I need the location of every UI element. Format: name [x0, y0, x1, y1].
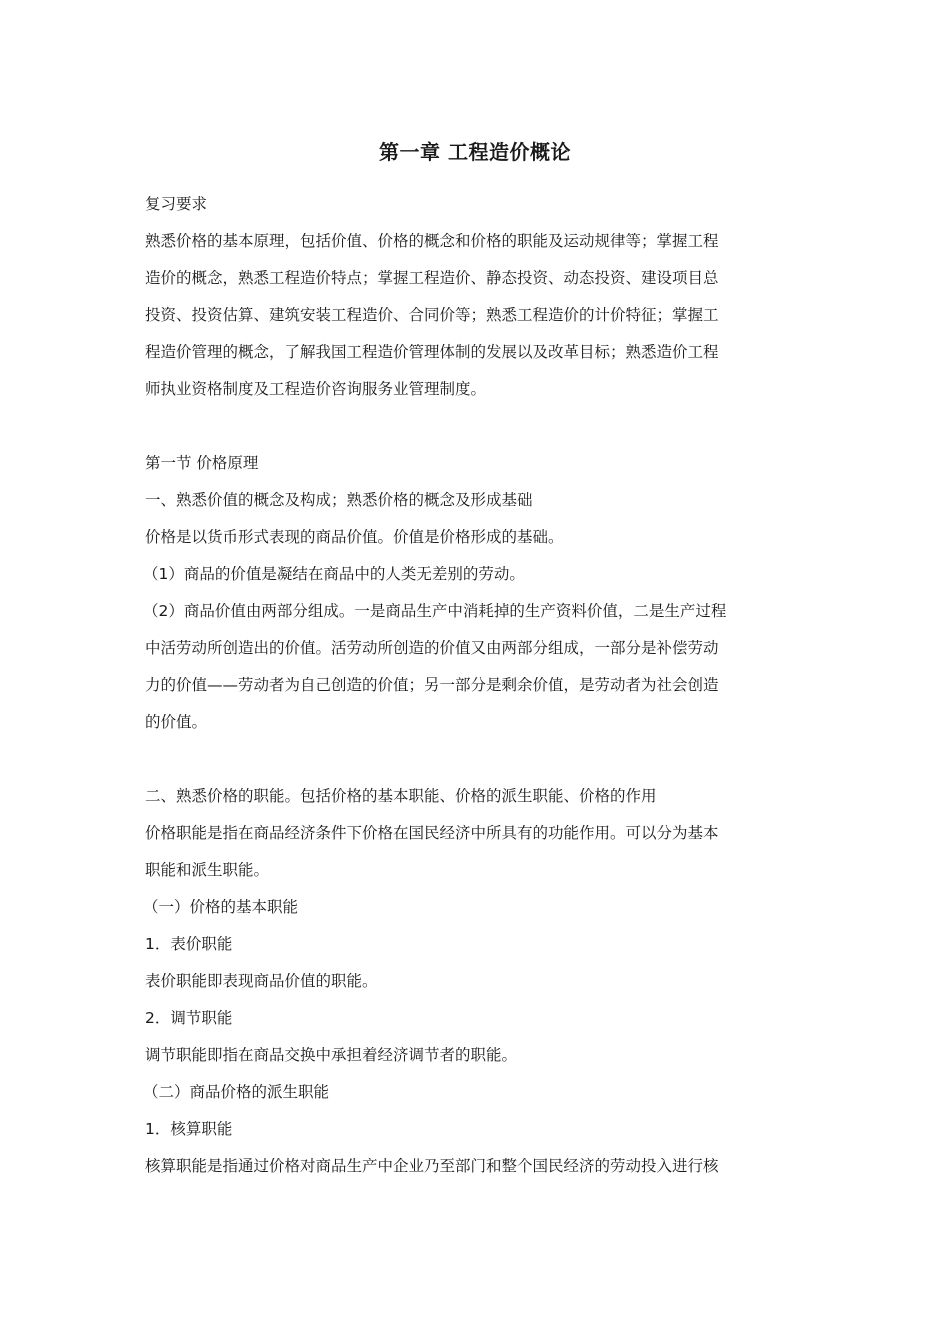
paragraph-line: 程造价管理的概念，了解我国工程造价管理体制的发展以及改革目标；熟悉造价工程: [145, 343, 719, 361]
paragraph-line: 价格是以货币形式表现的商品价值。价值是价格形成的基础。: [145, 528, 564, 546]
list-heading: （二）商品价格的派生职能: [143, 1083, 330, 1101]
paragraph-line: 的价值。: [145, 713, 208, 731]
paragraph-line: 熟悉价格的基本原理，包括价值、价格的概念和价格的职能及运动规律等；掌握工程: [145, 232, 719, 250]
section-heading-review: 复习要求: [145, 195, 208, 213]
list-heading: （一）价格的基本职能: [143, 898, 299, 916]
paragraph-line: 核算职能是指通过价格对商品生产中企业乃至部门和整个国民经济的劳动投入进行核: [145, 1157, 719, 1175]
numbered-heading: 2．调节职能: [145, 1009, 233, 1027]
paragraph-line: 造价的概念，熟悉工程造价特点；掌握工程造价、静态投资、动态投资、建设项目总: [145, 269, 719, 287]
numbered-heading: 1．核算职能: [145, 1120, 233, 1138]
paragraph-line: 表价职能即表现商品价值的职能。: [145, 972, 378, 990]
subsection-heading: 一、熟悉价值的概念及构成；熟悉价格的概念及形成基础: [145, 491, 533, 509]
page-title: 第一章 工程造价概论: [379, 140, 571, 164]
paragraph-line: 调节职能即指在商品交换中承担着经济调节者的职能。: [145, 1046, 518, 1064]
paragraph-line: 职能和派生职能。: [145, 861, 270, 879]
paragraph-line: 中活劳动所创造出的价值。活劳动所创造的价值又由两部分组成，一部分是补偿劳动: [145, 639, 719, 657]
section-heading: 第一节 价格原理: [145, 454, 259, 472]
document-body: [145, 186, 810, 1185]
numbered-heading: 1．表价职能: [145, 935, 233, 953]
list-item: （1）商品的价值是凝结在商品中的人类无差别的劳动。: [143, 565, 525, 583]
blank-line: [145, 741, 810, 778]
paragraph-line: 力的价值——劳动者为自己创造的价值；另一部分是剩余价值，是劳动者为社会创造: [145, 676, 719, 694]
blank-line: [145, 408, 810, 445]
paragraph-line: 投资、投资估算、建筑安装工程造价、合同价等；熟悉工程造价的计价特征；掌握工: [145, 306, 719, 324]
subsection-heading: 二、熟悉价格的职能。包括价格的基本职能、价格的派生职能、价格的作用: [145, 787, 657, 805]
paragraph-line: 师执业资格制度及工程造价咨询服务业管理制度。: [145, 380, 487, 398]
paragraph-line: 价格职能是指在商品经济条件下价格在国民经济中所具有的功能作用。可以分为基本: [145, 824, 719, 842]
list-item: （2）商品价值由两部分组成。一是商品生产中消耗掉的生产资料价值，二是生产过程: [143, 602, 727, 620]
